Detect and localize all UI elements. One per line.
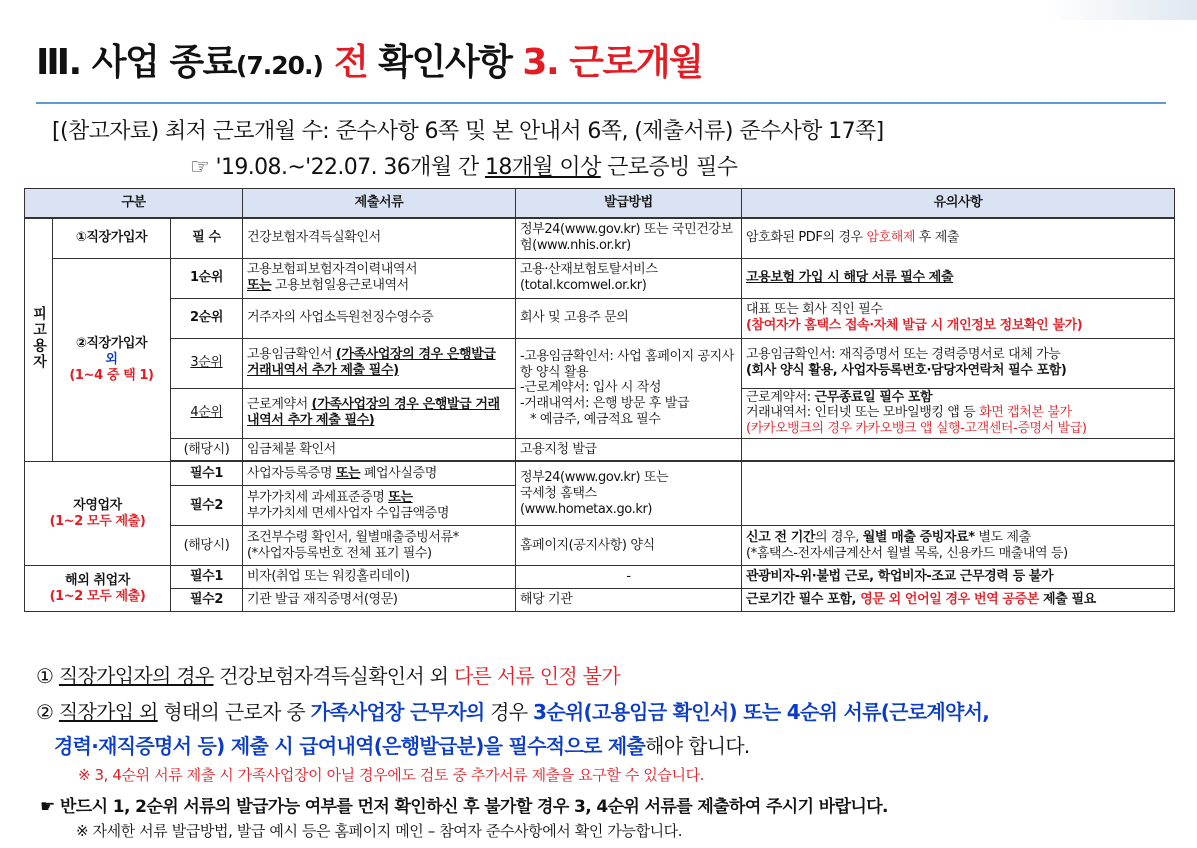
employee-note: 암호화된 PDF의 경우 암호해제 후 제출 <box>742 218 1175 258</box>
title-divider <box>36 102 1166 104</box>
reference-note: [(참고자료) 최저 근로개월 수: 준수사항 6쪽 및 본 안내서 6쪽, (제출서류) 준수사항 17쪽] <box>52 119 884 144</box>
overseas-rank-1: 필수1 <box>171 566 243 589</box>
overseas-doc-1: 비자(취업 또는 워킹홀리데이) <box>243 566 516 589</box>
table-header-row <box>25 189 1175 219</box>
employee-rank: 필 수 <box>171 218 243 258</box>
overseas-doc-2: 기관 발급 재직증명서(영문) <box>243 589 516 612</box>
pointing-hand-icon: ☛ <box>40 797 55 817</box>
iss-rank-1: 고용·산재보험토탈서비스 (total.kcomwel.or.kr) <box>516 258 742 298</box>
table-row <box>25 218 1175 258</box>
note-rank-3: 고용임금확인서: 재직증명서 또는 경력증명서로 대체 가능 (회사 양식 활용, 사업자등록번호·담당자연락처 필수 포함) <box>742 338 1175 388</box>
table-row <box>25 566 1175 589</box>
self-note-3: 신고 전 기간의 경우, 월별 매출 증빙자료* 별도 제출 (*홈택스-전자세금계산서 월별 목록, 신용카드 매출내역 등) <box>742 526 1175 566</box>
iss-rank-5: 고용지청 발급 <box>516 439 742 461</box>
rank-5: (해당시) <box>171 439 243 461</box>
pointing-hand-icon: ☞ <box>190 155 210 180</box>
self-rank-2: 필수2 <box>171 486 243 526</box>
group-employee: 피고용자 <box>25 218 53 462</box>
rank-2: 2순위 <box>171 298 243 338</box>
note-1: ① 직장가입자의 경우 건강보험자격득실확인서 외 다른 서류 인정 불가 <box>36 664 620 688</box>
note-rank-5 <box>742 439 1175 461</box>
overseas-rank-2: 필수2 <box>171 589 243 612</box>
table-row <box>25 439 1175 461</box>
doc-rank-1: 고용보험피보험자격이력내역서 또는 고용보험일용근로내역서 <box>243 258 516 298</box>
header-documents: 제출서류 <box>243 189 516 219</box>
page-title: Ⅲ. 사업 종료(7.20.) 전 확인사항 3. 근로개월 <box>36 42 703 83</box>
note-4: ☛ 반드시 1, 2순위 서류의 발급가능 여부를 먼저 확인하신 후 불가할 경우 3, 4순위 서류를 제출하여 주시기 바랍니다. <box>40 797 888 817</box>
self-iss-3: 홈페이지(공지사항) 양식 <box>516 526 742 566</box>
doc-rank-3: 고용임금확인서 (가족사업장의 경우 은행발급 거래내역서 추가 제출 필수) <box>243 338 516 388</box>
self-employed-label: 자영업자 (1~2 모두 제출) <box>25 462 171 566</box>
self-note-1-2 <box>742 462 1175 526</box>
employee-label: ①직장가입자 <box>53 218 171 258</box>
non-employee-label: ②직장가입자 외 (1~4 중 택 1) <box>53 258 171 462</box>
note-rank-1: 고용보험 가입 시 해당 서류 필수 제출 <box>742 258 1175 298</box>
header-issuance: 발급방법 <box>516 189 742 219</box>
employee-issuance: 정부24(www.gov.kr) 또는 국민건강보험(www.nhis.or.kr) <box>516 218 742 258</box>
overseas-note-2: 근로기간 필수 포함, 영문 외 언어일 경우 번역 공증본 제출 필요 <box>742 589 1175 612</box>
note-rank-2: 대표 또는 회사 직인 필수 (참여자가 홈택스 접속·자체 발급 시 개인정보 정보확인 불가) <box>742 298 1175 338</box>
self-doc-2: 부가가치세 과세표준증명 또는 부가가치세 면세사업자 수입금액증명 <box>243 486 516 526</box>
table-row <box>25 338 1175 388</box>
header-notes: 유의사항 <box>742 189 1175 219</box>
rank-4: 4순위 <box>171 388 243 439</box>
overseas-note-1: 관광비자-위·불법 근로, 학업비자-조교 근무경력 등 불가 <box>742 566 1175 589</box>
overseas-iss-2: 해당 기관 <box>516 589 742 612</box>
note-2-line-2: 경력·재직증명서 등) 제출 시 급여내역(은행발급분)을 필수적으로 제출해야 합니다. <box>54 734 750 758</box>
table-row <box>25 298 1175 338</box>
table-row <box>25 258 1175 298</box>
iss-rank-2: 회사 및 고용주 문의 <box>516 298 742 338</box>
period-requirement: ☞ '19.08.~'22.07. 36개월 간 18개월 이상 근로증빙 필수 <box>190 155 738 180</box>
self-iss-1-2: 정부24(www.gov.kr) 또는 국세청 홈택스 (www.hometax.go.kr) <box>516 462 742 526</box>
employee-document: 건강보험자격득실확인서 <box>243 218 516 258</box>
iss-rank-3-4: -고용임금확인서: 사업 홈페이지 공지사항 양식 활용 -근로계약서: 입사 시 작성 -거래내역서: 은행 방문 후 발급 * 예금주, 예금적요 필수 <box>516 338 742 439</box>
self-rank-1: 필수1 <box>171 462 243 486</box>
rank-1: 1순위 <box>171 258 243 298</box>
header-category: 구분 <box>25 189 243 219</box>
note-3: ※ 3, 4순위 서류 제출 시 가족사업장이 아닐 경우에도 검토 중 추가서류 제출을 요구할 수 있습니다. <box>78 766 705 784</box>
table-row <box>25 462 1175 486</box>
doc-rank-2: 거주자의 사업소득원천징수영수증 <box>243 298 516 338</box>
note-5: ※ 자세한 서류 발급방법, 발급 예시 등은 홈페이지 메인 – 참여자 준수사항에서 확인 가능합니다. <box>76 822 683 840</box>
self-doc-3: 조건부수령 확인서, 월별매출증빙서류* (*사업자등록번호 전체 표기 필수) <box>243 526 516 566</box>
doc-rank-4: 근로계약서 (가족사업장의 경우 은행발급 거래내역서 추가 제출 필수) <box>243 388 516 439</box>
overseas-label: 해외 취업자 (1~2 모두 제출) <box>25 566 171 612</box>
self-rank-3: (해당시) <box>171 526 243 566</box>
self-doc-1: 사업자등록증명 또는 폐업사실증명 <box>243 462 516 486</box>
document-table <box>24 188 1175 612</box>
note-2-line-1: ② 직장가입 외 형태의 근로자 중 가족사업장 근무자의 경우 3순위(고용임금 확인서) 또는 4순위 서류(근로계약서, <box>36 700 990 724</box>
table-row <box>25 526 1175 566</box>
rank-3: 3순위 <box>171 338 243 388</box>
table-row <box>25 589 1175 612</box>
header-decoration <box>1047 0 1197 20</box>
note-rank-4: 근로계약서: 근무종료일 필수 포함 거래내역서: 인터넷 또는 모바일뱅킹 앱 등 화면 캡처본 불가 (카카오뱅크의 경우 카카오뱅크 앱 실행-고객센터-증명서 발급) <box>742 388 1175 439</box>
overseas-iss-1: - <box>516 566 742 589</box>
doc-rank-5: 임금체불 확인서 <box>243 439 516 461</box>
